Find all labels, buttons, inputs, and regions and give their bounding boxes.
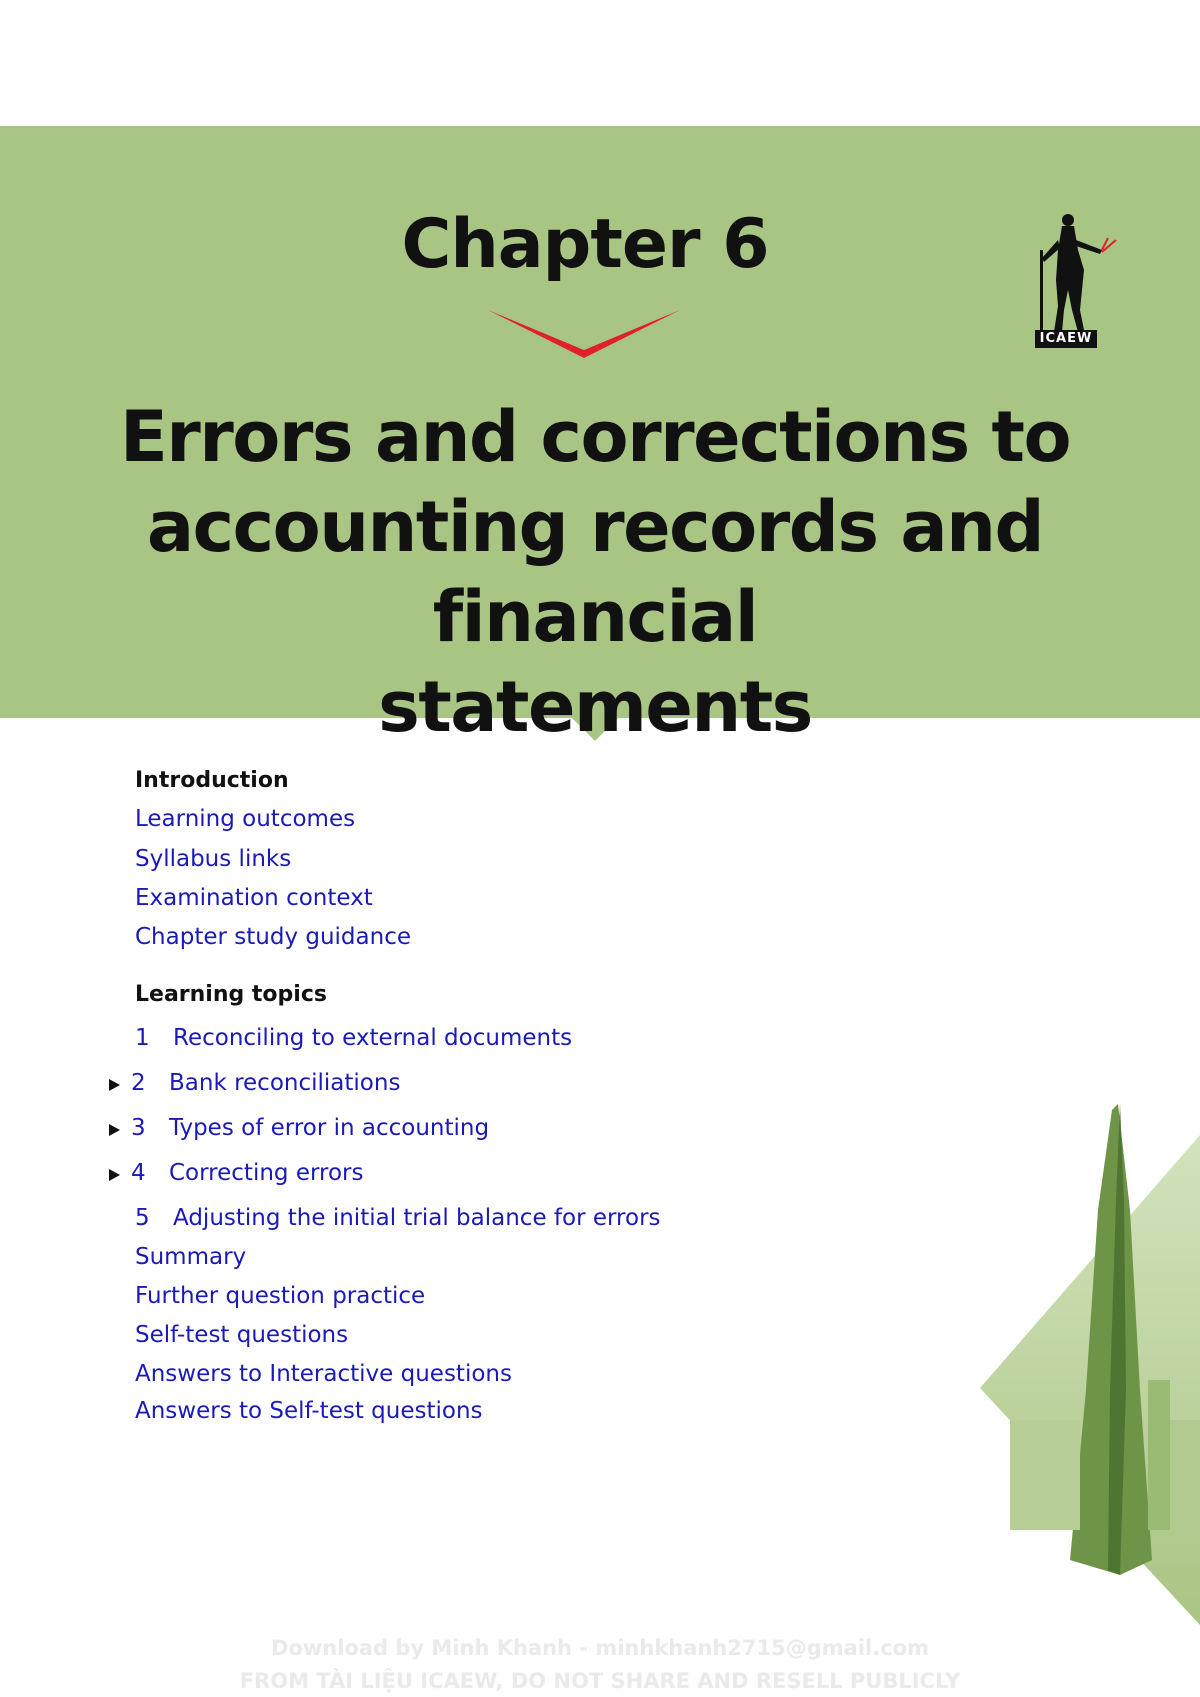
toc-link-syllabus-links[interactable]: Syllabus links	[135, 846, 292, 872]
chapter-title-line: statements	[378, 666, 812, 748]
topic-number: 1	[135, 1025, 150, 1051]
chevron-down-icon	[486, 308, 682, 360]
topic-label: Bank reconciliations	[169, 1070, 401, 1096]
introduction-heading: Introduction	[135, 768, 289, 793]
topic-number: 5	[135, 1205, 150, 1231]
toc-topic-1[interactable]	[135, 1025, 572, 1051]
shard-building-image	[970, 1090, 1200, 1630]
toc-topic-4[interactable]	[131, 1160, 364, 1186]
logo-text: ICAEW	[1035, 330, 1097, 348]
toc-link-answers-self-test[interactable]: Answers to Self-test questions	[135, 1398, 483, 1424]
watermark-line: Download by Minh Khanh - minhkhanh2715@gmail.com	[271, 1636, 929, 1660]
chapter-title-line: accounting records and financial	[146, 486, 1044, 658]
learning-topics-heading: Learning topics	[135, 982, 327, 1007]
toc-topic-2[interactable]	[131, 1070, 400, 1096]
topic-number: 4	[131, 1160, 146, 1186]
toc-link-learning-outcomes[interactable]: Learning outcomes	[135, 806, 356, 832]
chapter-title-line: Errors and corrections to	[119, 396, 1071, 478]
watermark-line: FROM TÀI LIỆU ICAEW, DO NOT SHARE AND RESELL PUBLICLY	[239, 1669, 961, 1693]
expand-arrow-icon[interactable]	[109, 1079, 120, 1091]
topic-number: 2	[131, 1070, 146, 1096]
toc-link-examination-context[interactable]: Examination context	[135, 885, 373, 911]
chapter-label: Chapter 6	[401, 205, 769, 284]
chapter-title	[0, 392, 1190, 752]
toc-link-further-question-practice[interactable]: Further question practice	[135, 1283, 426, 1309]
toc-link-chapter-study-guidance[interactable]: Chapter study guidance	[135, 924, 411, 950]
toc-link-answers-interactive[interactable]: Answers to Interactive questions	[135, 1361, 512, 1387]
expand-arrow-icon[interactable]	[109, 1169, 120, 1181]
topic-label: Reconciling to external documents	[173, 1025, 573, 1051]
topic-label: Correcting errors	[169, 1160, 364, 1186]
toc-topic-5[interactable]	[135, 1205, 661, 1231]
topic-label: Types of error in accounting	[169, 1115, 490, 1141]
expand-arrow-icon[interactable]	[109, 1124, 120, 1136]
topic-label: Adjusting the initial trial balance for errors	[173, 1205, 661, 1231]
toc-topic-3[interactable]	[131, 1115, 489, 1141]
toc-link-self-test-questions[interactable]: Self-test questions	[135, 1322, 349, 1348]
topic-number: 3	[131, 1115, 146, 1141]
toc-link-summary[interactable]: Summary	[135, 1244, 247, 1270]
